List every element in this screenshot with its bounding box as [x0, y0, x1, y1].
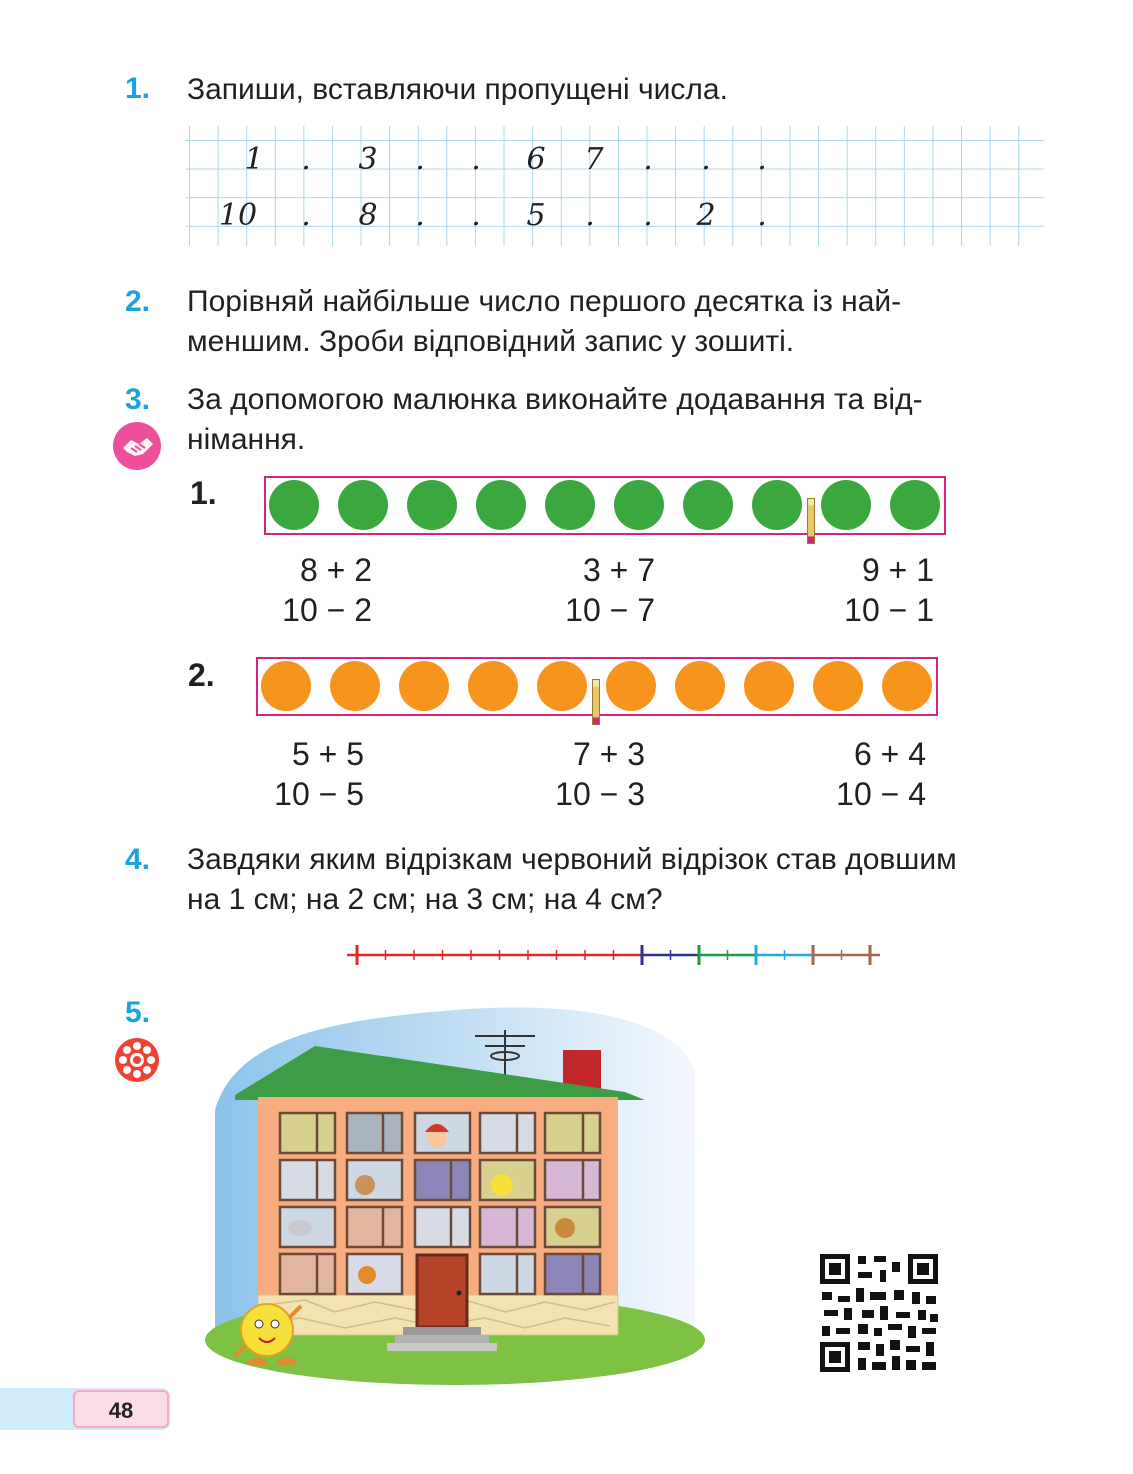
number-grid: [186, 126, 1044, 246]
grid-cell: 10: [218, 198, 258, 233]
sun-flower-icon: [113, 1036, 161, 1084]
expression: 10 − 2: [282, 592, 372, 628]
orange-bead-frame: [256, 657, 938, 716]
bead: [606, 661, 656, 711]
expression: 10 − 4: [836, 776, 926, 812]
expression: 10 − 5: [274, 776, 364, 812]
task-4-line-1: Завдяки яким відрізкам червоний відрізок став довшим: [187, 843, 957, 876]
bead: [752, 480, 802, 530]
grid-cell: 2: [696, 198, 716, 233]
bead: [675, 661, 725, 711]
bead: [882, 661, 932, 711]
bead: [330, 661, 380, 711]
grid-cell: 8: [358, 198, 378, 233]
pencil-icon: [592, 679, 600, 725]
task-2-line-1: Порівняй найбільше число першого десятка із най-: [187, 285, 902, 318]
pencil-icon: [807, 498, 815, 544]
bead: [261, 661, 311, 711]
grid-cell: 3: [358, 142, 378, 177]
task-3-text: [187, 380, 1045, 460]
bead: [821, 480, 871, 530]
bead: [890, 480, 940, 530]
grid-cell: .: [471, 142, 481, 177]
task-1-text: Запиши, вставляючи пропущені числа.: [187, 73, 728, 106]
expression: 7 + 3: [572, 736, 645, 772]
grid-row-2: [186, 198, 1044, 238]
task-4-number: 4.: [125, 843, 151, 876]
bead: [614, 480, 664, 530]
grid-cell: .: [585, 198, 595, 233]
grid-cell: .: [415, 198, 425, 233]
expression: 6 + 4: [853, 736, 926, 772]
grid-cell: .: [757, 142, 767, 177]
grid-row-1: [186, 142, 1044, 182]
grid-cell: 6: [526, 142, 546, 177]
task-3-line-2: німання.: [187, 423, 306, 456]
qr-code: [818, 1252, 940, 1374]
page-number: 48: [73, 1390, 169, 1428]
grid-cell: .: [301, 198, 311, 233]
green-bead-frame: [264, 476, 946, 535]
bead: [545, 480, 595, 530]
bead: [468, 661, 518, 711]
grid-cell: 1: [244, 142, 264, 177]
bead: [407, 480, 457, 530]
grid-cell: .: [471, 198, 481, 233]
grid-cell: 7: [584, 142, 604, 177]
grid-cell: .: [415, 142, 425, 177]
handshake-icon: [113, 422, 161, 470]
grid-cell: .: [643, 198, 653, 233]
expression: 5 + 5: [291, 736, 364, 772]
bead: [683, 480, 733, 530]
task-2-number: 2.: [125, 285, 151, 318]
expression: 10 − 7: [565, 592, 655, 628]
part-2-label: 2.: [188, 657, 215, 693]
expression: 9 + 1: [861, 552, 934, 588]
grid-cell: .: [301, 142, 311, 177]
expression: 3 + 7: [582, 552, 655, 588]
task-2-text: [187, 282, 1045, 362]
grid-cell: .: [757, 198, 767, 233]
segment-diagram: [345, 940, 885, 970]
bead: [338, 480, 388, 530]
house-illustration: [205, 1000, 705, 1385]
bead: [476, 480, 526, 530]
task-2-line-2: меншим. Зроби відповідний запис у зошиті.: [187, 325, 795, 358]
expression: 8 + 2: [299, 552, 372, 588]
bead: [813, 661, 863, 711]
task-5-number: 5.: [125, 996, 151, 1029]
bead: [399, 661, 449, 711]
bead: [744, 661, 794, 711]
part-1-label: 1.: [190, 475, 217, 511]
task-4-line-2: на 1 см; на 2 см; на 3 см; на 4 см?: [187, 883, 663, 916]
task-4-text: [187, 840, 1045, 920]
expression: 10 − 3: [555, 776, 645, 812]
bead: [269, 480, 319, 530]
expression: 10 − 1: [844, 592, 934, 628]
task-1-number: 1.: [125, 72, 151, 105]
grid-cell: 5: [526, 198, 546, 233]
task-3-number: 3.: [125, 383, 151, 416]
task-3-line-1: За допомогою малюнка виконайте додавання та від-: [187, 383, 923, 416]
grid-cell: .: [643, 142, 653, 177]
bead: [537, 661, 587, 711]
grid-cell: .: [701, 142, 711, 177]
